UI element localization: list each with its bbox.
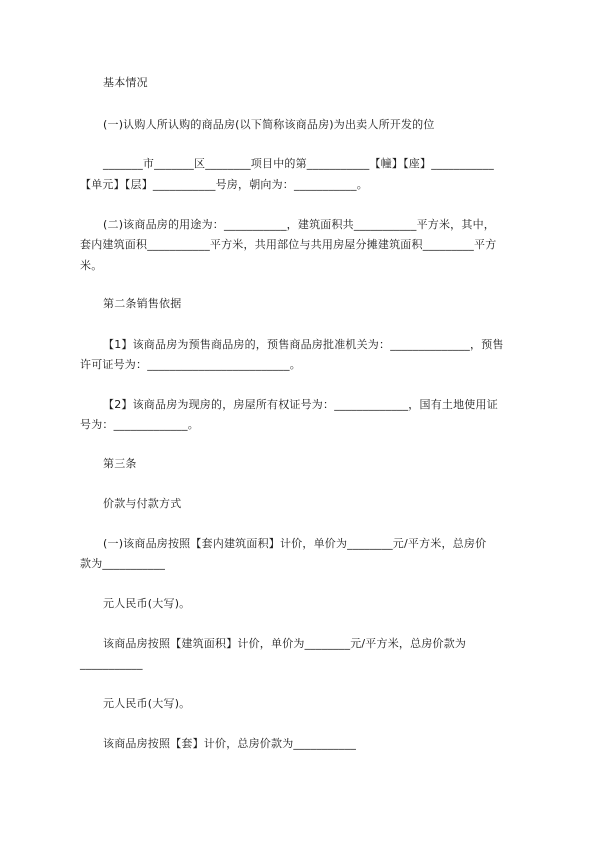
paragraph-5-line-2: 号为：_____________。 — [80, 418, 199, 431]
paragraph-6-line-2: 款为___________ — [80, 557, 166, 570]
heading-price-payment: 价款与付款方式 — [103, 497, 182, 510]
paragraph-2-line-1: _______市_______区________项目中的第___________【幢】【座】___________ — [103, 157, 494, 170]
paragraph-6-line-1: (一)该商品房按照【套内建筑面积】计价，单价为________元/平方米，总房价 — [103, 537, 487, 550]
heading-article-3: 第三条 — [103, 457, 137, 470]
heading-basic-info: 基本情况 — [103, 76, 148, 89]
paragraph-3-line-2: 套内建筑面积___________平方米，共用部位与共用房屋分摊建筑面积_________平方 — [80, 238, 497, 251]
paragraph-3-line-3: 米。 — [80, 259, 103, 272]
paragraph-8-line-1: 该商品房按照【建筑面积】计价，单价为________元/平方米，总房价款为 — [103, 637, 467, 650]
paragraph-5-line-1: 【2】该商品房为现房的，房屋所有权证号为：_____________，国有土地使用证 — [103, 398, 498, 411]
heading-article-2: 第二条销售依据 — [103, 297, 182, 310]
paragraph-3-line-1: (二)该商品房的用途为：___________，建筑面积共___________平方米，其中， — [103, 218, 495, 231]
paragraph-1-line-1: (一)认购人所认购的商品房(以下简称该商品房)为出卖人所开发的位 — [103, 118, 435, 131]
paragraph-2-line-2: 【单元】【层】___________号房，朝向为：___________。 — [80, 178, 368, 191]
paragraph-4-line-2: 许可证号为：_________________________。 — [80, 358, 301, 371]
paragraph-8-line-2: ___________ — [80, 657, 143, 670]
paragraph-7: 元人民币(大写)。 — [103, 597, 191, 610]
paragraph-4-line-1: 【1】该商品房为预售商品房的，预售商品房批准机关为：______________，预售 — [103, 338, 504, 351]
paragraph-10: 该商品房按照【套】计价，总房价款为___________ — [103, 737, 357, 750]
paragraph-9: 元人民币(大写)。 — [103, 697, 191, 710]
